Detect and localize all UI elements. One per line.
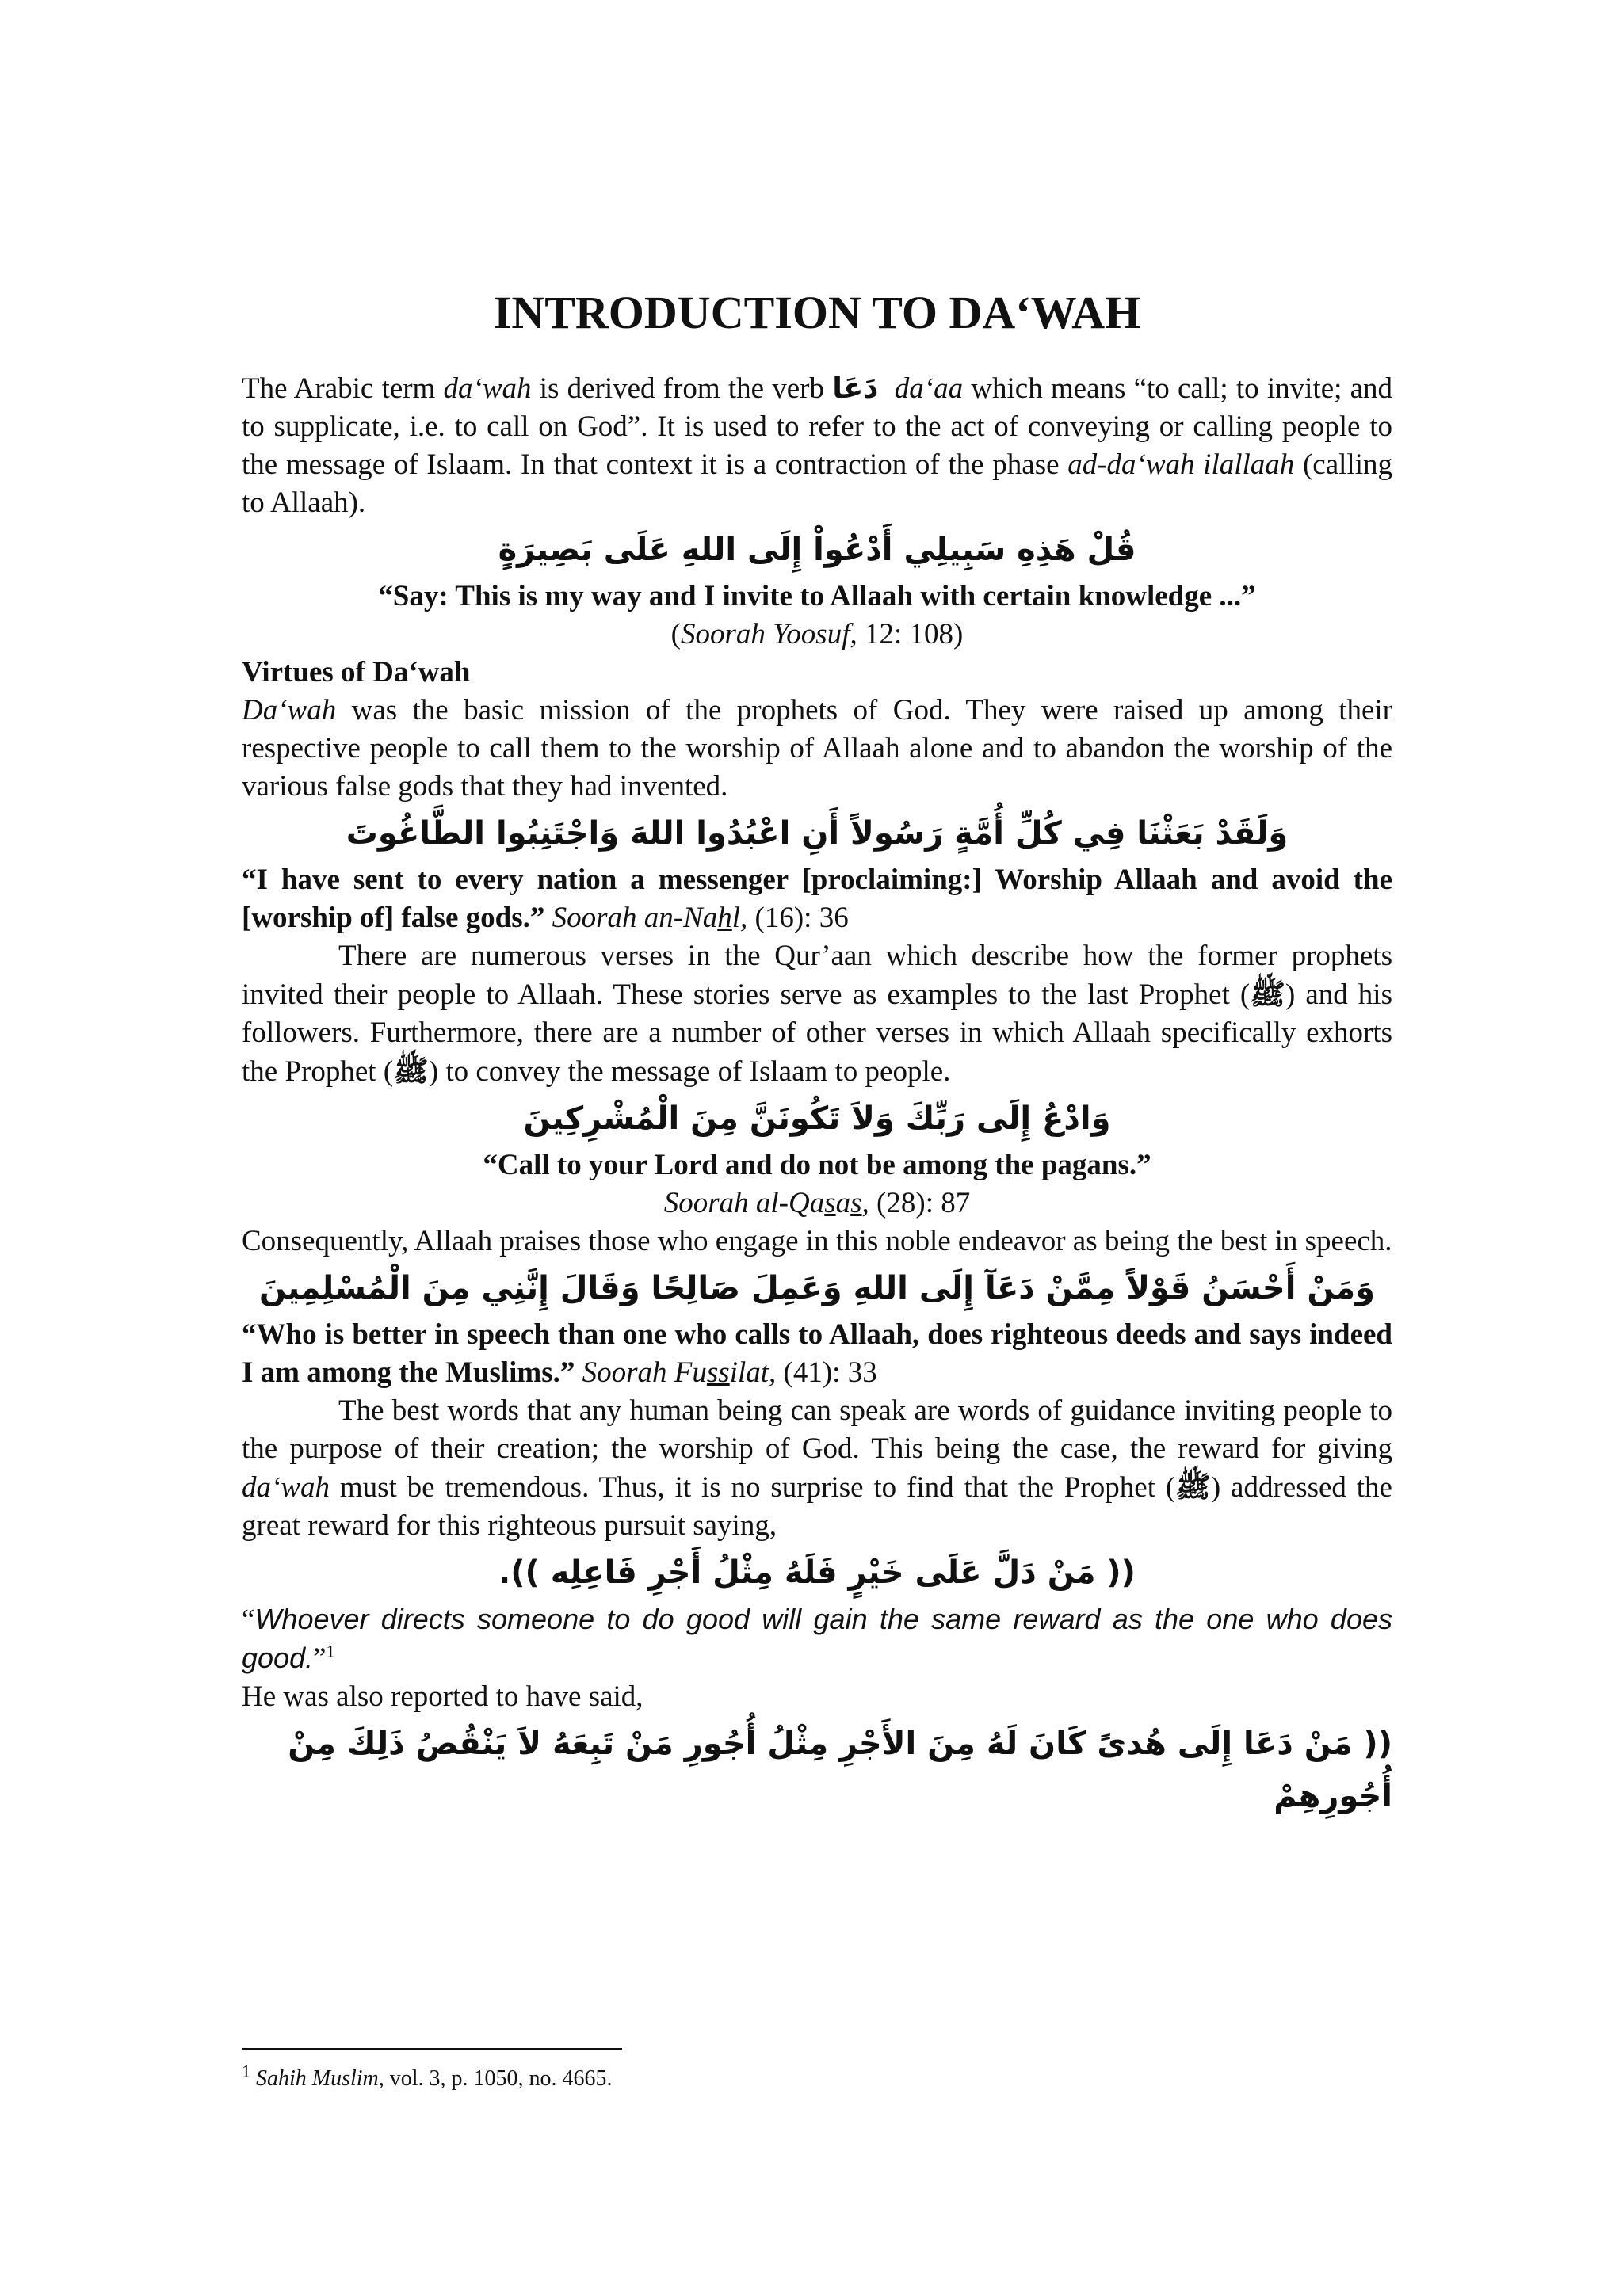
body-paragraph: Consequently, Allaah praises those who engage in this noble endeavor as being the best in speech. — [242, 1225, 1392, 1257]
body-paragraph: There are numerous verses in the Qur’aan which describe how the former prophets invited their people to Allaah. These stories serve as examples to the last Prophet (ﷺ) and his followers. Furthermore, there are a number of other verses in which Allaah specifically exhorts the Prophet (ﷺ) to convey the message of Islaam to people. — [242, 940, 1392, 1088]
term-dawah: da‘wah — [443, 372, 532, 405]
footnote: $^1$ Sahih Muslim, vol. 3, p. 1050, no. 4665. — [242, 2061, 613, 2091]
hadith-arabic: (( مَنْ دَعَا إِلَى هُدىً كَانَ لَهُ مِنَ الأَجْرِ مِثْلُ أُجُورِ مَنْ تَبِعَهُ لاَ يَنْقُصُ ذَلِكَ مِنْ أُجُورِهِمْ — [288, 1726, 1392, 1814]
verse-translation: “Call to your Lord and do not be among the pagans.” — [483, 1149, 1151, 1181]
verse-reference: Soorah Fussilat, (41): 33 — [575, 1356, 877, 1389]
verse-arabic: وَمَنْ أَحْسَنُ قَوْلاً مِمَّنْ دَعَآ إِلَى اللهِ وَعَمِلَ صَالِحًا وَقَالَ إِنَّنِي مِنَ الْمُسْلِمِينَ — [258, 1270, 1376, 1306]
hadith-arabic: (( مَنْ دَلَّ عَلَى خَيْرٍ فَلَهُ مِثْلُ أَجْرِ فَاعِلِه )). — [498, 1554, 1136, 1591]
hadith-translation: “Whoever directs someone to do good will gain the same reward as the one who does good.”$^1$ — [242, 1603, 1392, 1675]
salutation-icon: ﷺ — [393, 1054, 429, 1088]
body-paragraph: He was also reported to have said, — [242, 1680, 643, 1713]
page-title: INTRODUCTION TO DA‘WAH — [493, 287, 1141, 338]
document-body — [242, 285, 1392, 1824]
footnote-divider — [242, 2048, 622, 2050]
verse-reference: (Soorah Yoosuf, 12: 108) — [670, 618, 964, 650]
verse-translation: “Who is better in speech than one who calls to Allaah, does righteous deeds and says indeed I am among the Muslims.” Soorah Fussilat, (41): 33 — [242, 1318, 1392, 1389]
intro-text: (calling to Allaah). — [242, 448, 1392, 519]
term-ad-dawah: ad-da‘wah ilallaah — [1067, 448, 1295, 481]
arabic-verb: دَعَا — [832, 371, 879, 405]
verse-arabic: قُلْ هَذِهِ سَبِيلِي أَدْعُواْ إِلَى اللهِ عَلَى بَصِيرَةٍ — [498, 532, 1136, 568]
intro-text: The Arabic term — [242, 372, 444, 405]
term-daaa: da‘aa — [894, 372, 964, 405]
intro-text: which means “to call; to invite; and to supplicate, i.e. to call on God”. It is used to refer to the act of conveying or calling people to the message of Islaam. In that context it is a contraction of the phase — [242, 372, 1393, 481]
verse-translation: “I have sent to every nation a messenger [proclaiming:] Worship Allaah and avoid the [worship of] false gods.” Soorah an-Nahl, (16): 36 — [242, 864, 1392, 934]
salutation-icon: ﷺ — [1175, 1470, 1211, 1504]
verse-translation: “Say: This is my way and I invite to Allaah with certain knowledge ...” — [378, 580, 1256, 612]
verse-arabic: وَلَقَدْ بَعَثْنَا فِي كُلِّ أُمَّةٍ رَسُولاً أَنِ اعْبُدُوا اللهَ وَاجْتَنِبُوا الطَّاغُوتَ — [346, 815, 1289, 852]
salutation-icon: ﷺ — [1250, 977, 1285, 1011]
intro-text: is derived from the verb — [531, 372, 833, 405]
verse-reference: Soorah al-Qasas, (28): 87 — [663, 1187, 971, 1219]
verse-reference: Soorah an-Nahl, (16): 36 — [544, 902, 849, 934]
footnote-marker[interactable]: 1 — [326, 1641, 335, 1661]
body-paragraph: The best words that any human being can speak are words of guidance inviting people to the purpose of their creation; the worship of God. This being the case, the reward for giving da‘wah must be tremendous. Thus, it is no surprise to find that the Prophet (ﷺ) addressed the great reward for this righteous pursuit saying, — [242, 1394, 1392, 1542]
verse-arabic: وَادْعُ إِلَى رَبِّكَ وَلاَ تَكُونَنَّ مِنَ الْمُشْرِكِينَ — [523, 1100, 1111, 1137]
virtues-paragraph: Da‘wah was the basic mission of the prophets of God. They were raised up among their respective people to call them to the worship of Allaah alone and to abandon the worship of the various false gods that they had invented. — [242, 694, 1392, 803]
intro-paragraph — [242, 369, 1392, 522]
section-heading: Virtues of Da‘wah — [242, 656, 471, 688]
